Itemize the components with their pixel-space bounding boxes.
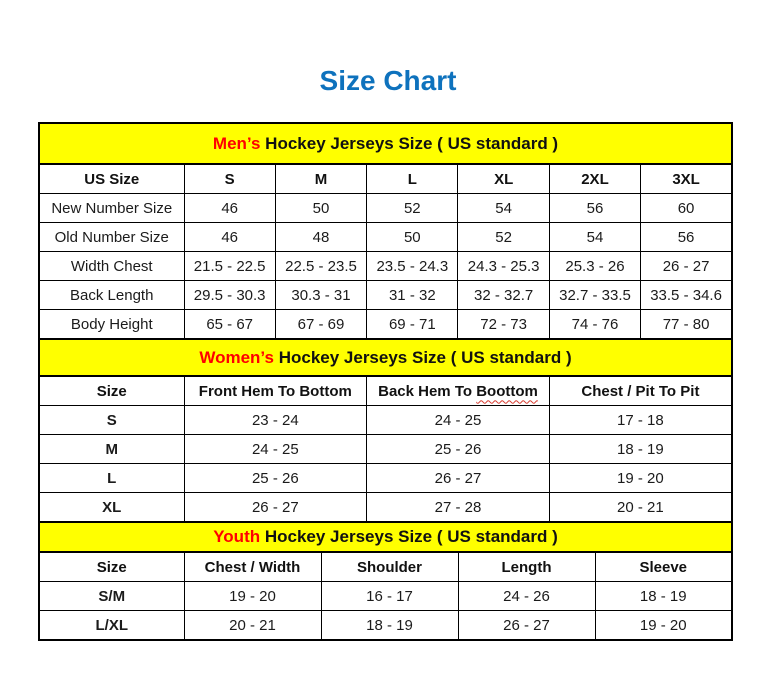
mens-size-table xyxy=(38,122,733,340)
table-row xyxy=(39,464,732,493)
size-value-cell: 26 - 27 xyxy=(367,464,550,493)
womens-size-table xyxy=(38,338,733,523)
column-header: Front Hem To Bottom xyxy=(184,376,367,406)
column-header: 2XL xyxy=(549,164,640,194)
table-row xyxy=(39,281,732,310)
size-value-cell: 26 - 27 xyxy=(641,252,732,281)
column-header: Length xyxy=(458,552,595,582)
table-banner-row xyxy=(39,123,732,164)
size-value-cell: 24.3 - 25.3 xyxy=(458,252,549,281)
size-value-cell: 65 - 67 xyxy=(184,310,275,340)
size-value-cell: 48 xyxy=(275,223,366,252)
column-header: 3XL xyxy=(641,164,732,194)
column-header: XL xyxy=(458,164,549,194)
size-value-cell: 60 xyxy=(641,194,732,223)
column-header: S xyxy=(184,164,275,194)
size-value-cell: 27 - 28 xyxy=(367,493,550,523)
size-value-cell: 74 - 76 xyxy=(549,310,640,340)
size-value-cell: 26 - 27 xyxy=(458,611,595,641)
size-value-cell: 23 - 24 xyxy=(184,406,367,435)
size-value-cell: 69 - 71 xyxy=(367,310,458,340)
table-banner-row xyxy=(39,522,732,552)
size-value-cell: 25 - 26 xyxy=(184,464,367,493)
column-header: Chest / Width xyxy=(184,552,321,582)
column-header-row xyxy=(39,164,732,194)
column-header: Shoulder xyxy=(321,552,458,582)
size-value-cell: 29.5 - 30.3 xyxy=(184,281,275,310)
column-header-row xyxy=(39,552,732,582)
size-value-cell: 31 - 32 xyxy=(367,281,458,310)
table-row xyxy=(39,223,732,252)
size-value-cell: 18 - 19 xyxy=(321,611,458,641)
table-row xyxy=(39,194,732,223)
column-header-text: Back Hem To xyxy=(378,382,477,400)
size-value-cell: 50 xyxy=(275,194,366,223)
table-row xyxy=(39,582,732,611)
row-label: L/XL xyxy=(39,611,184,641)
size-value-cell: 56 xyxy=(641,223,732,252)
column-header xyxy=(367,376,550,406)
row-label: M xyxy=(39,435,184,464)
size-value-cell: 30.3 - 31 xyxy=(275,281,366,310)
banner-highlight: Women’s xyxy=(199,347,274,367)
banner-text: Hockey Jerseys Size ( US standard ) xyxy=(260,133,559,153)
size-value-cell: 18 - 19 xyxy=(549,435,732,464)
table-row xyxy=(39,435,732,464)
size-value-cell: 24 - 25 xyxy=(367,406,550,435)
table-row xyxy=(39,406,732,435)
table-row xyxy=(39,611,732,641)
misspelled-word: Boottom xyxy=(476,382,538,400)
size-value-cell: 50 xyxy=(367,223,458,252)
banner-highlight: Men’s xyxy=(212,133,261,153)
column-header: Size xyxy=(39,552,184,582)
row-label: Old Number Size xyxy=(39,223,184,252)
size-value-cell: 33.5 - 34.6 xyxy=(641,281,732,310)
size-value-cell: 19 - 20 xyxy=(595,611,732,641)
row-label: S xyxy=(39,406,184,435)
size-value-cell: 23.5 - 24.3 xyxy=(367,252,458,281)
size-value-cell: 52 xyxy=(458,223,549,252)
size-value-cell: 20 - 21 xyxy=(549,493,732,523)
size-value-cell: 18 - 19 xyxy=(595,582,732,611)
column-header-row xyxy=(39,376,732,406)
size-tables-container xyxy=(38,122,733,641)
size-value-cell: 20 - 21 xyxy=(184,611,321,641)
size-value-cell: 24 - 26 xyxy=(458,582,595,611)
banner-text: Hockey Jerseys Size ( US standard ) xyxy=(260,527,558,546)
banner-highlight: Youth xyxy=(213,527,261,546)
size-value-cell: 32.7 - 33.5 xyxy=(549,281,640,310)
page-title: Size Chart xyxy=(319,65,457,96)
size-value-cell: 24 - 25 xyxy=(184,435,367,464)
row-label: L xyxy=(39,464,184,493)
size-value-cell: 32 - 32.7 xyxy=(458,281,549,310)
row-label: Width Chest xyxy=(39,252,184,281)
row-label: New Number Size xyxy=(39,194,184,223)
size-value-cell: 46 xyxy=(184,223,275,252)
size-value-cell: 56 xyxy=(549,194,640,223)
banner-text: Hockey Jerseys Size ( US standard ) xyxy=(273,347,572,367)
size-value-cell: 16 - 17 xyxy=(321,582,458,611)
youth-size-table xyxy=(38,521,733,641)
row-label: Body Height xyxy=(39,310,184,340)
table-banner xyxy=(39,522,732,552)
column-header: US Size xyxy=(39,164,184,194)
size-value-cell: 26 - 27 xyxy=(184,493,367,523)
size-value-cell: 19 - 20 xyxy=(549,464,732,493)
table-banner xyxy=(39,123,732,164)
size-value-cell: 54 xyxy=(549,223,640,252)
size-value-cell: 21.5 - 22.5 xyxy=(184,252,275,281)
column-header: L xyxy=(367,164,458,194)
size-value-cell: 77 - 80 xyxy=(641,310,732,340)
size-value-cell: 17 - 18 xyxy=(549,406,732,435)
size-value-cell: 67 - 69 xyxy=(275,310,366,340)
size-value-cell: 25 - 26 xyxy=(367,435,550,464)
table-banner xyxy=(39,339,732,376)
table-row xyxy=(39,310,732,340)
size-value-cell: 19 - 20 xyxy=(184,582,321,611)
table-row xyxy=(39,252,732,281)
table-banner-row xyxy=(39,339,732,376)
row-label: S/M xyxy=(39,582,184,611)
size-value-cell: 46 xyxy=(184,194,275,223)
column-header: M xyxy=(275,164,366,194)
size-value-cell: 22.5 - 23.5 xyxy=(275,252,366,281)
size-value-cell: 52 xyxy=(367,194,458,223)
column-header: Sleeve xyxy=(595,552,732,582)
size-value-cell: 72 - 73 xyxy=(458,310,549,340)
column-header: Size xyxy=(39,376,184,406)
table-row xyxy=(39,493,732,523)
size-value-cell: 54 xyxy=(458,194,549,223)
size-value-cell: 25.3 - 26 xyxy=(549,252,640,281)
column-header: Chest / Pit To Pit xyxy=(549,376,732,406)
row-label: Back Length xyxy=(39,281,184,310)
row-label: XL xyxy=(39,493,184,523)
